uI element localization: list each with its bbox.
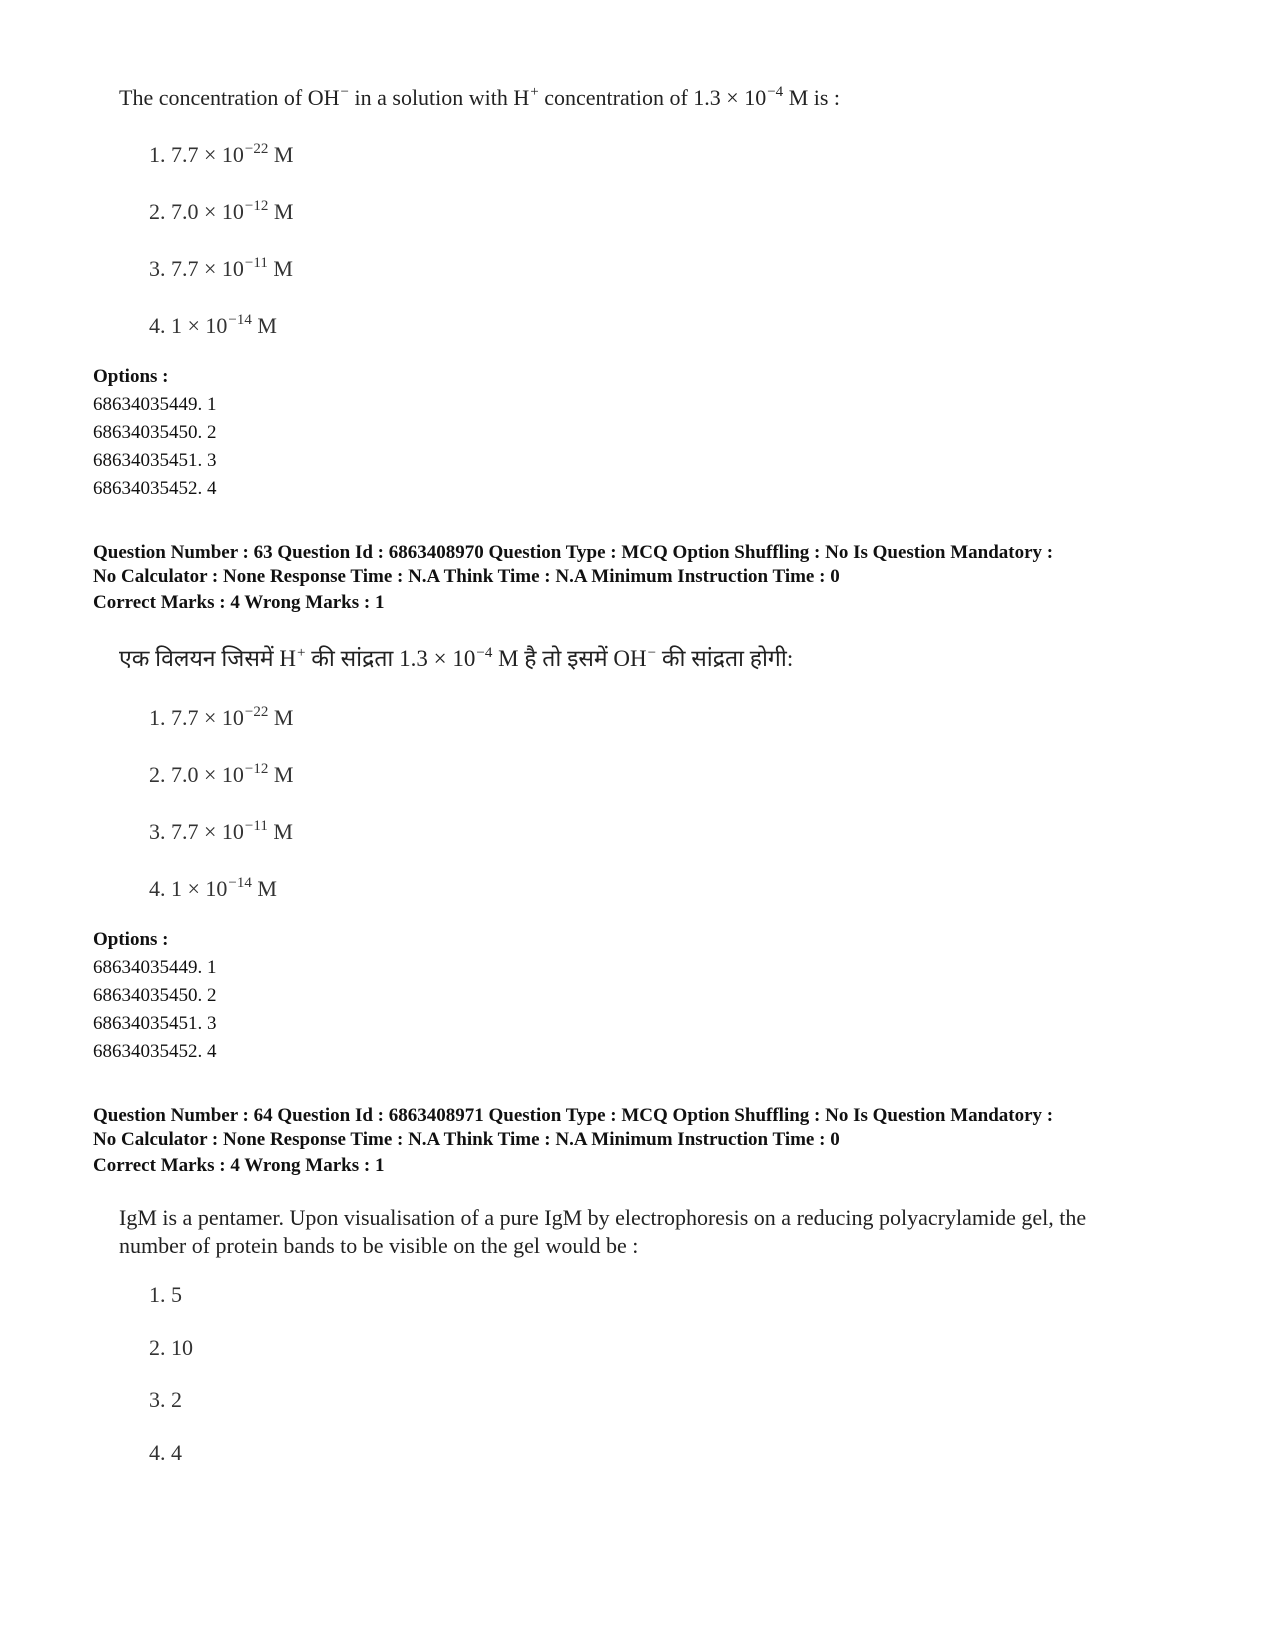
question-text-part: M है तो इसमें OH: [492, 646, 647, 671]
superscript: +: [530, 84, 539, 100]
choice-item: [149, 819, 293, 845]
superscript: −4: [476, 645, 493, 661]
meta-line: Question Number : 63 Question Id : 6863408970 Question Type : MCQ Option Shuffling : No Is Question Mandatory :: [93, 542, 1054, 563]
choice-unit: M: [267, 256, 293, 281]
option-id-line: 68634035452. 4: [93, 478, 217, 499]
choice-item: 4. 4: [149, 1440, 182, 1465]
choice-unit: M: [268, 705, 294, 730]
choice-item: 1. 5: [149, 1282, 182, 1307]
choice-unit: M: [251, 313, 277, 338]
question-text-line: IgM is a pentamer. Upon visualisation of a pure IgM by electrophoresis on a reducing polyacrylamide gel, the: [119, 1205, 1087, 1230]
meta-line: No Calculator : None Response Time : N.A Think Time : N.A Minimum Instruction Time : 0: [93, 1129, 840, 1150]
choice-exponent: −12: [244, 198, 269, 214]
choice-item: [149, 762, 293, 788]
question-text-part: in a solution with H: [349, 85, 530, 110]
superscript: −: [647, 645, 657, 661]
choice-item: [149, 142, 293, 168]
option-id-line: 68634035450. 2: [93, 985, 217, 1006]
question-64-meta: [93, 1104, 1203, 1152]
choice-number: 1. 7.7 × 10: [149, 705, 244, 730]
choice-exponent: −14: [228, 312, 252, 328]
option-id-line: 68634035449. 1: [93, 394, 217, 415]
option-id-line: 68634035452. 4: [93, 1041, 217, 1062]
choice-exponent: −14: [228, 875, 252, 891]
choice-number: 4. 1 × 10: [149, 876, 228, 901]
choice-exponent: −22: [244, 141, 269, 157]
question-text-part: M is :: [783, 85, 841, 110]
question-text-part: The concentration of OH: [119, 85, 340, 110]
question-63-marks: Correct Marks : 4 Wrong Marks : 1: [93, 592, 385, 613]
choice-exponent: −12: [244, 761, 269, 777]
choice-exponent: −11: [244, 818, 268, 834]
choice-number: 4. 1 × 10: [149, 313, 228, 338]
choice-item: [149, 199, 293, 225]
question-text-part: एक विलयन जिसमें H: [119, 646, 297, 671]
question-text-part: concentration of 1.3 × 10: [538, 85, 767, 110]
question-63-meta: [93, 541, 1203, 589]
question-64-marks: Correct Marks : 4 Wrong Marks : 1: [93, 1155, 385, 1176]
question-text-line: number of protein bands to be visible on the gel would be :: [119, 1233, 639, 1258]
question-64-text: [119, 1204, 1179, 1260]
choice-number: 3. 7.7 × 10: [149, 256, 244, 281]
option-id-line: 68634035449. 1: [93, 957, 217, 978]
meta-line: Question Number : 64 Question Id : 6863408971 Question Type : MCQ Option Shuffling : No Is Question Mandatory :: [93, 1105, 1054, 1126]
choice-exponent: −11: [244, 255, 268, 271]
superscript: −4: [767, 84, 784, 100]
choice-item: [149, 256, 293, 282]
choice-number: 3. 7.7 × 10: [149, 819, 244, 844]
choice-unit: M: [268, 199, 294, 224]
option-id-line: 68634035450. 2: [93, 422, 217, 443]
meta-line: No Calculator : None Response Time : N.A Think Time : N.A Minimum Instruction Time : 0: [93, 566, 840, 587]
choice-number: 2. 7.0 × 10: [149, 199, 244, 224]
question-text-part: की सांद्रता 1.3 × 10: [305, 646, 476, 671]
choice-item: [149, 313, 277, 339]
choice-unit: M: [251, 876, 277, 901]
options-label: Options :: [93, 366, 169, 387]
question-62-text: [119, 84, 840, 115]
choice-unit: M: [268, 142, 294, 167]
superscript: +: [297, 645, 306, 661]
choice-number: 2. 7.0 × 10: [149, 762, 244, 787]
choice-exponent: −22: [244, 704, 269, 720]
choice-unit: M: [268, 762, 294, 787]
choice-item: [149, 705, 293, 731]
choice-item: [149, 876, 277, 902]
choice-item: 2. 10: [149, 1335, 193, 1360]
option-id-line: 68634035451. 3: [93, 1013, 217, 1034]
question-63-text: [119, 645, 793, 676]
option-id-line: 68634035451. 3: [93, 450, 217, 471]
choice-number: 1. 7.7 × 10: [149, 142, 244, 167]
choice-unit: M: [267, 819, 293, 844]
options-label: Options :: [93, 929, 169, 950]
choice-item: 3. 2: [149, 1387, 182, 1412]
superscript: −: [340, 84, 349, 100]
question-text-part: की सांद्रता होगी:: [656, 646, 794, 671]
